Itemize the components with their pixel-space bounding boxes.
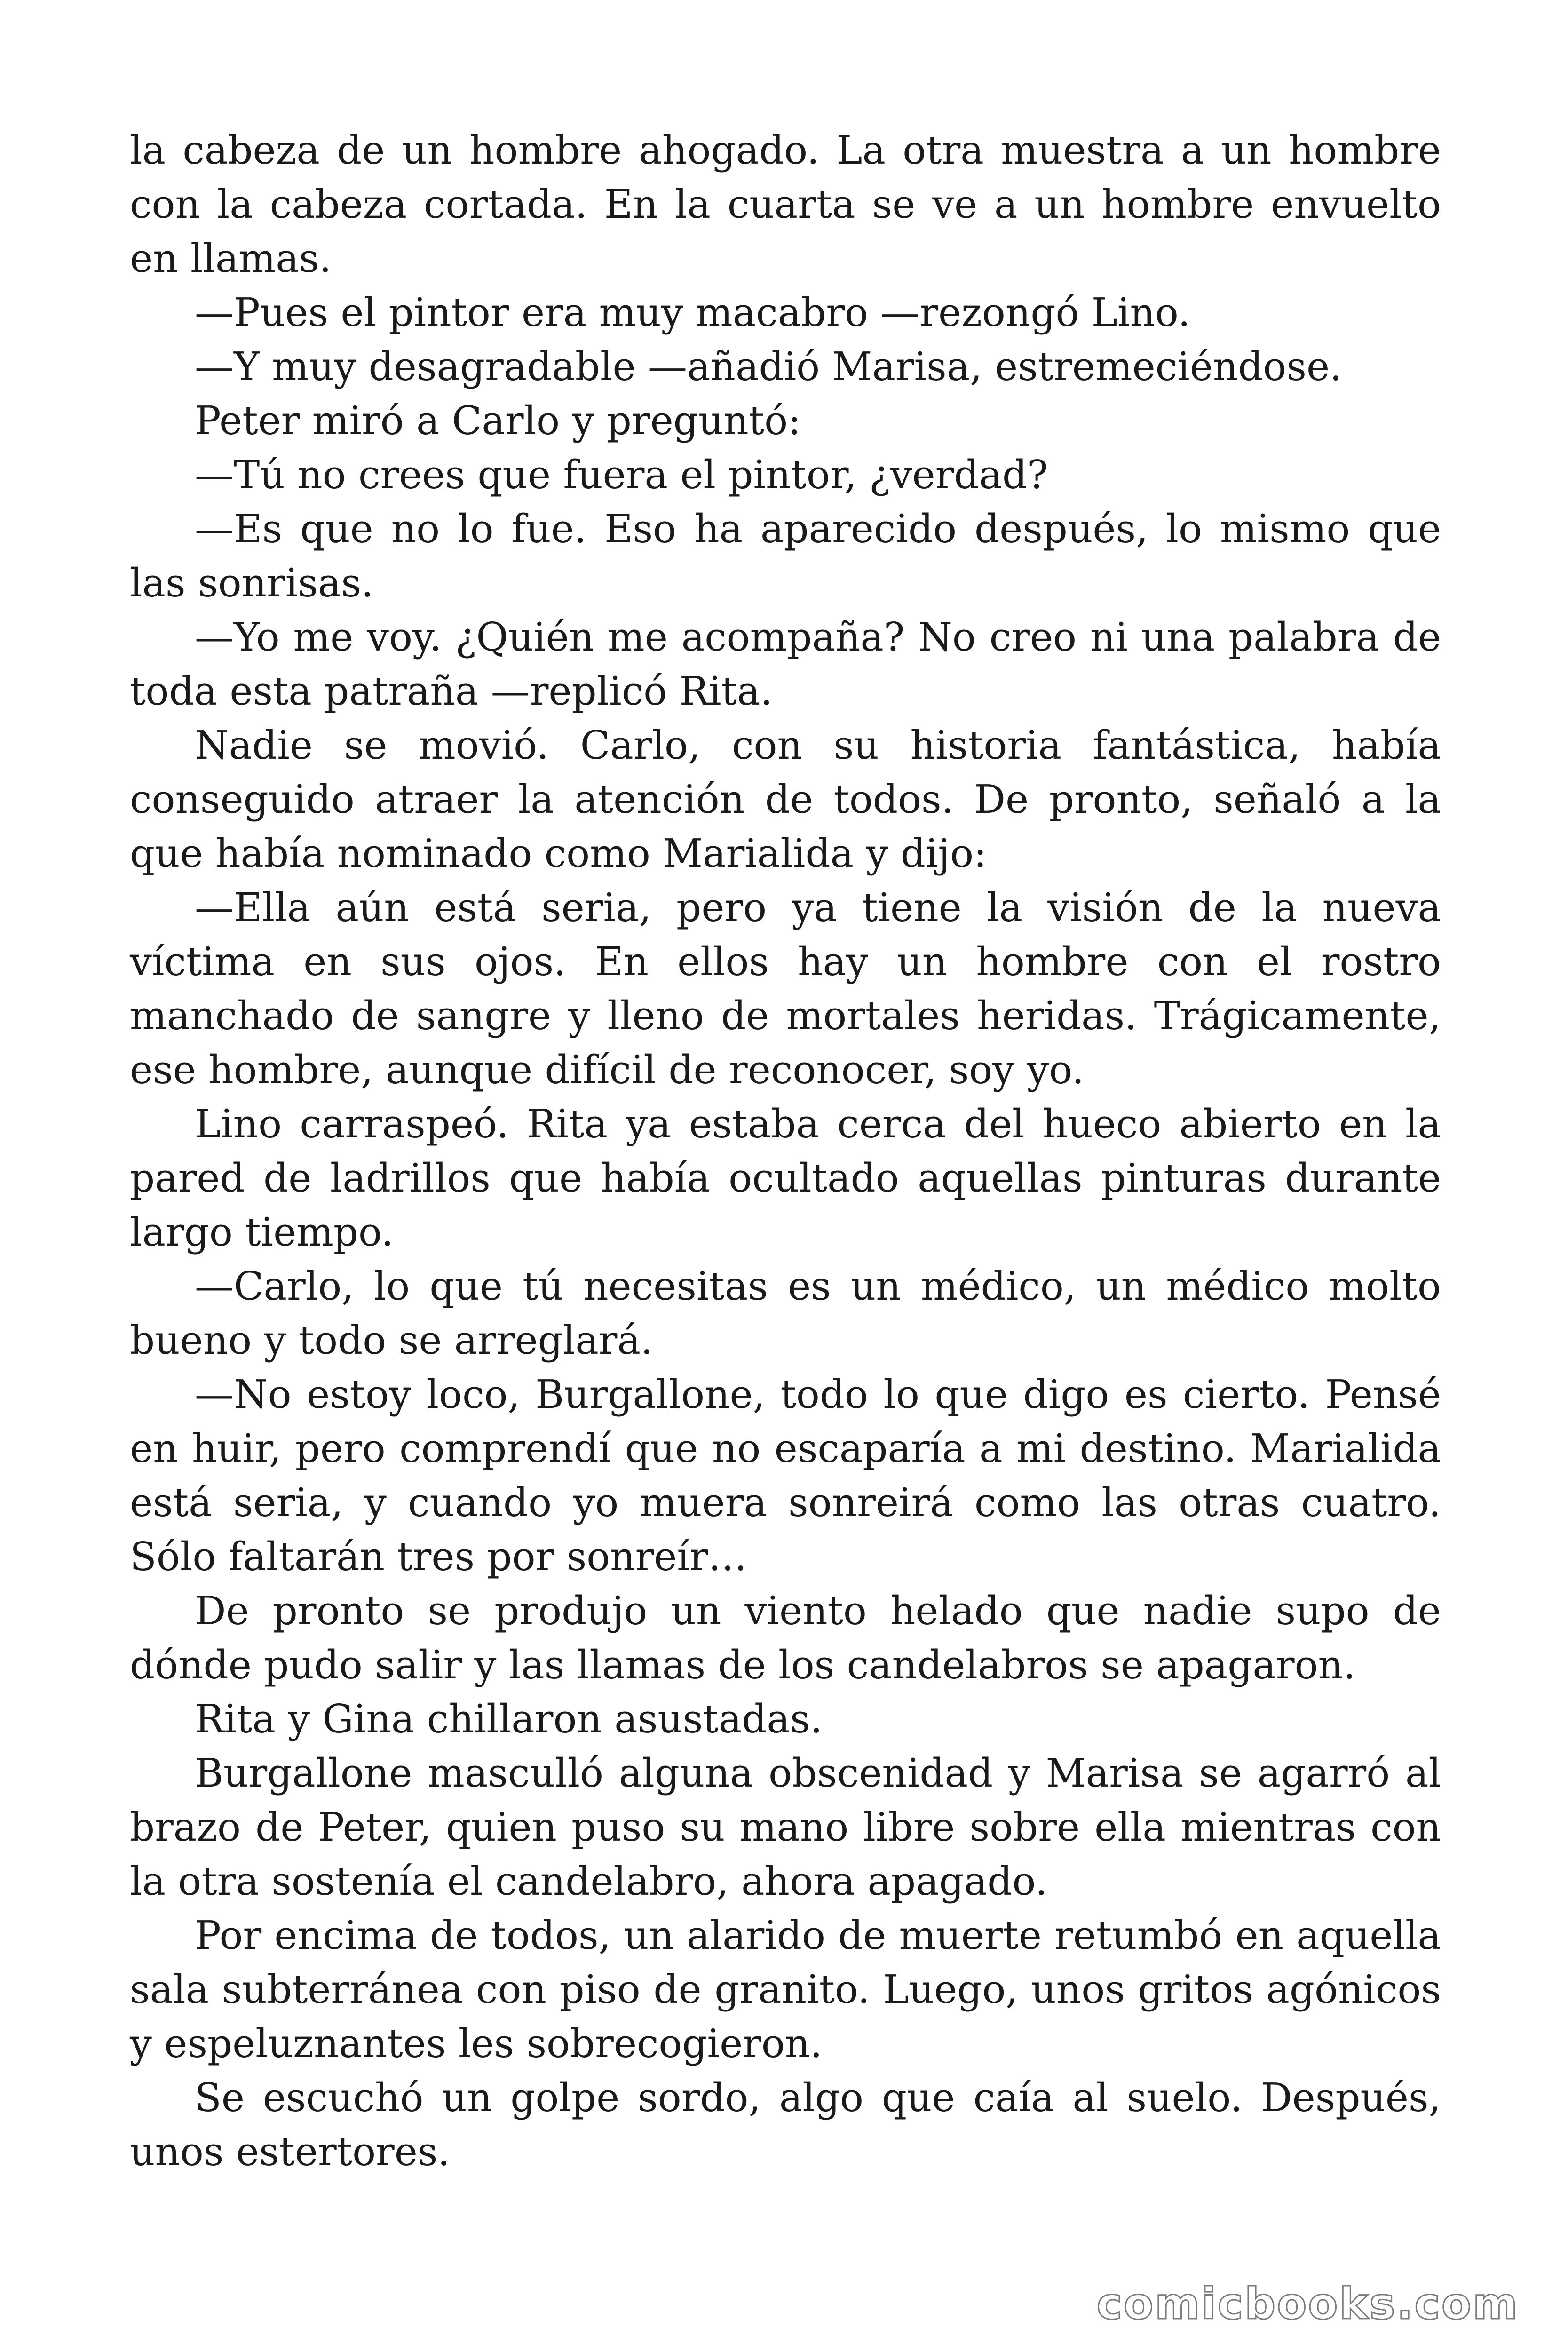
- paragraph: Rita y Gina chillaron asustadas.: [195, 1696, 823, 1742]
- paragraph: —Ella aún está seria, pero ya tiene la visión de la nueva víctima en sus ojos. En ellos hay un hombre con el rostro manchado de sangre y lleno de mortales heridas. Trágicamente, ese hombre, aunque difícil de reconocer, soy yo.: [130, 885, 1441, 1093]
- paragraph: Nadie se movió. Carlo, con su historia fantástica, había conseguido atraer la atención de todos. De pronto, señaló a la que había nominado como Marialida y dijo:: [130, 723, 1441, 876]
- paragraph: Lino carraspeó. Rita ya estaba cerca del hueco abierto en la pared de ladrillos que había ocultado aquellas pinturas durante largo tiempo.: [130, 1101, 1441, 1255]
- paragraph: —Tú no crees que fuera el pintor, ¿verdad?: [195, 452, 1048, 498]
- paragraph: —Es que no lo fue. Eso ha aparecido después, lo mismo que las sonrisas.: [130, 506, 1441, 606]
- paragraph: Peter miró a Carlo y preguntó:: [195, 398, 801, 444]
- paragraph: —Y muy desagradable —añadió Marisa, estremeciéndose.: [195, 344, 1342, 389]
- paragraph: —Carlo, lo que tú necesitas es un médico, un médico molto bueno y todo se arreglará.: [130, 1263, 1441, 1363]
- paragraph: —No estoy loco, Burgallone, todo lo que digo es cierto. Pensé en huir, pero comprendí que no escaparía a mi destino. Marialida está seria, y cuando yo muera sonreirá como las otras cuatro. Sólo faltarán tres por sonreír…: [130, 1372, 1441, 1580]
- paragraph: Por encima de todos, un alarido de muerte retumbó en aquella sala subterránea con piso de granito. Luego, unos gritos agónicos y espeluznantes les sobrecogieron.: [130, 1913, 1441, 2066]
- paragraph: la cabeza de un hombre ahogado. La otra muestra a un hombre con la cabeza cortada. En la cuarta se ve a un hombre envuelto en llamas.: [130, 127, 1441, 281]
- body-text: [130, 123, 1441, 2179]
- paragraph: De pronto se produjo un viento helado que nadie supo de dónde pudo salir y las llamas de los candelabros se apagaron.: [130, 1588, 1441, 1688]
- site-watermark: comicbooks.com: [1096, 2279, 1519, 2329]
- paragraph: Burgallone masculló alguna obscenidad y Marisa se agarró al brazo de Peter, quien puso su mano libre sobre ella mientras con la otra sostenía el candelabro, ahora apagado.: [130, 1750, 1441, 1904]
- paragraph: —Yo me voy. ¿Quién me acompaña? No creo ni una palabra de toda esta patraña —replicó Rita.: [130, 614, 1441, 714]
- paragraph: —Pues el pintor era muy macabro —rezongó Lino.: [195, 290, 1190, 335]
- paragraph: Se escuchó un golpe sordo, algo que caía al suelo. Después, unos estertores.: [130, 2075, 1441, 2175]
